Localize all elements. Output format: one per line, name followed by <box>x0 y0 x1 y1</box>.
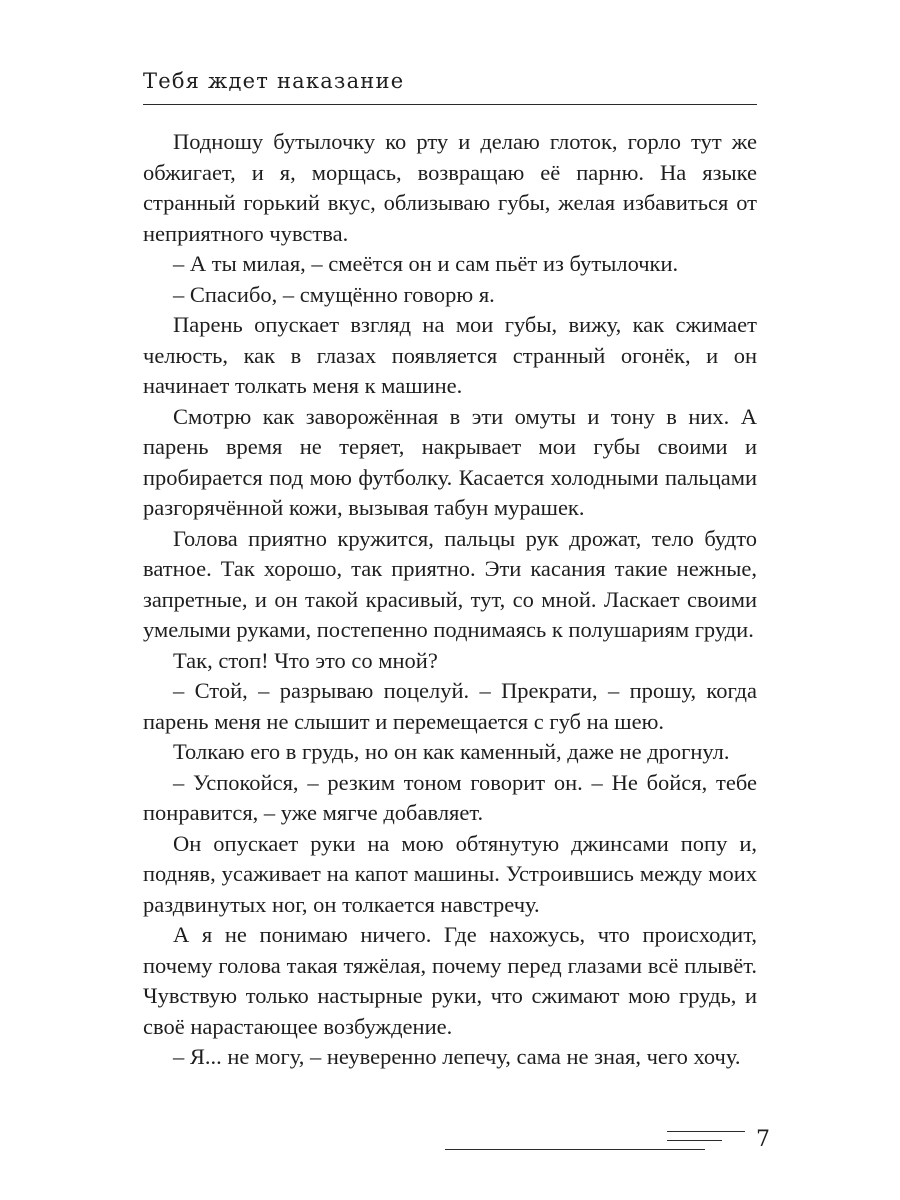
paragraph: – Стой, – разрываю поцелуй. – Прекрати, – прошу, когда парень меня не слышит и перемещается с губ на шею. <box>143 678 757 734</box>
paragraph: Подношу бутылочку ко рту и делаю глоток, горло тут же обжигает, и я, морщась, возвращаю её парню. На языке странный горький вкус, облизываю губы, желая избавиться от неприятного чувства. <box>143 129 757 246</box>
paragraph: Он опускает руки на мою обтянутую джинсами попу и, подняв, усаживает на капот машины. Устроившись между моих раздвинутых ног, он толкается навстречу. <box>143 830 757 917</box>
paragraph: Смотрю как заворожённая в эти омуты и тону в них. А парень время не теряет, накрывает мои губы своими и пробирается под мою футболку. Касается холодными пальцами разгорячённой кожи, вызывая табун мурашек. <box>143 403 757 520</box>
footer-rule-short <box>667 1131 745 1132</box>
paragraph: Толкаю его в грудь, но он как каменный, даже не дрогнул. <box>173 739 730 764</box>
paragraph: Парень опускает взгляд на мои губы, вижу, как сжимает челюсть, как в глазах появляется странный огонёк, и он начинает толкать меня к машине. <box>143 312 757 398</box>
paragraph: – А ты милая, – смеётся он и сам пьёт из бутылочки. <box>173 251 679 276</box>
paragraph: Голова приятно кружится, пальцы рук дрожат, тело будто ватное. Так хорошо, так приятно. Эти касания такие нежные, запретные, и он такой красивый, тут, со мной. Ласкает своими умелыми руками, постепенно поднимаясь к полушариям груди. <box>143 525 757 642</box>
paragraph: – Успокойся, – резким тоном говорит он. – Не бойся, тебе понравится, – уже мягче добавляет. <box>143 769 757 825</box>
paragraph: А я не понимаю ничего. Где нахожусь, что происходит, почему голова такая тяжёлая, почему перед глазами всё плывёт. Чувствую только настырные руки, что сжимают мою грудь, и своё нарастающее возбуждение. <box>143 922 757 1039</box>
page-number: 7 <box>756 1127 770 1152</box>
header-divider <box>143 104 757 105</box>
footer-rule-short <box>667 1140 722 1141</box>
running-title: Тебя ждет наказание <box>143 69 405 93</box>
paragraph: Так, стоп! Что это со мной? <box>173 647 438 673</box>
page-text <box>143 127 757 1073</box>
paragraph: – Спасибо, – смущённо говорю я. <box>173 281 495 307</box>
paragraph: – Я... не могу, – неуверенно лепечу, сама не зная, чего хочу. <box>173 1044 741 1069</box>
footer-rule-long <box>445 1149 705 1150</box>
